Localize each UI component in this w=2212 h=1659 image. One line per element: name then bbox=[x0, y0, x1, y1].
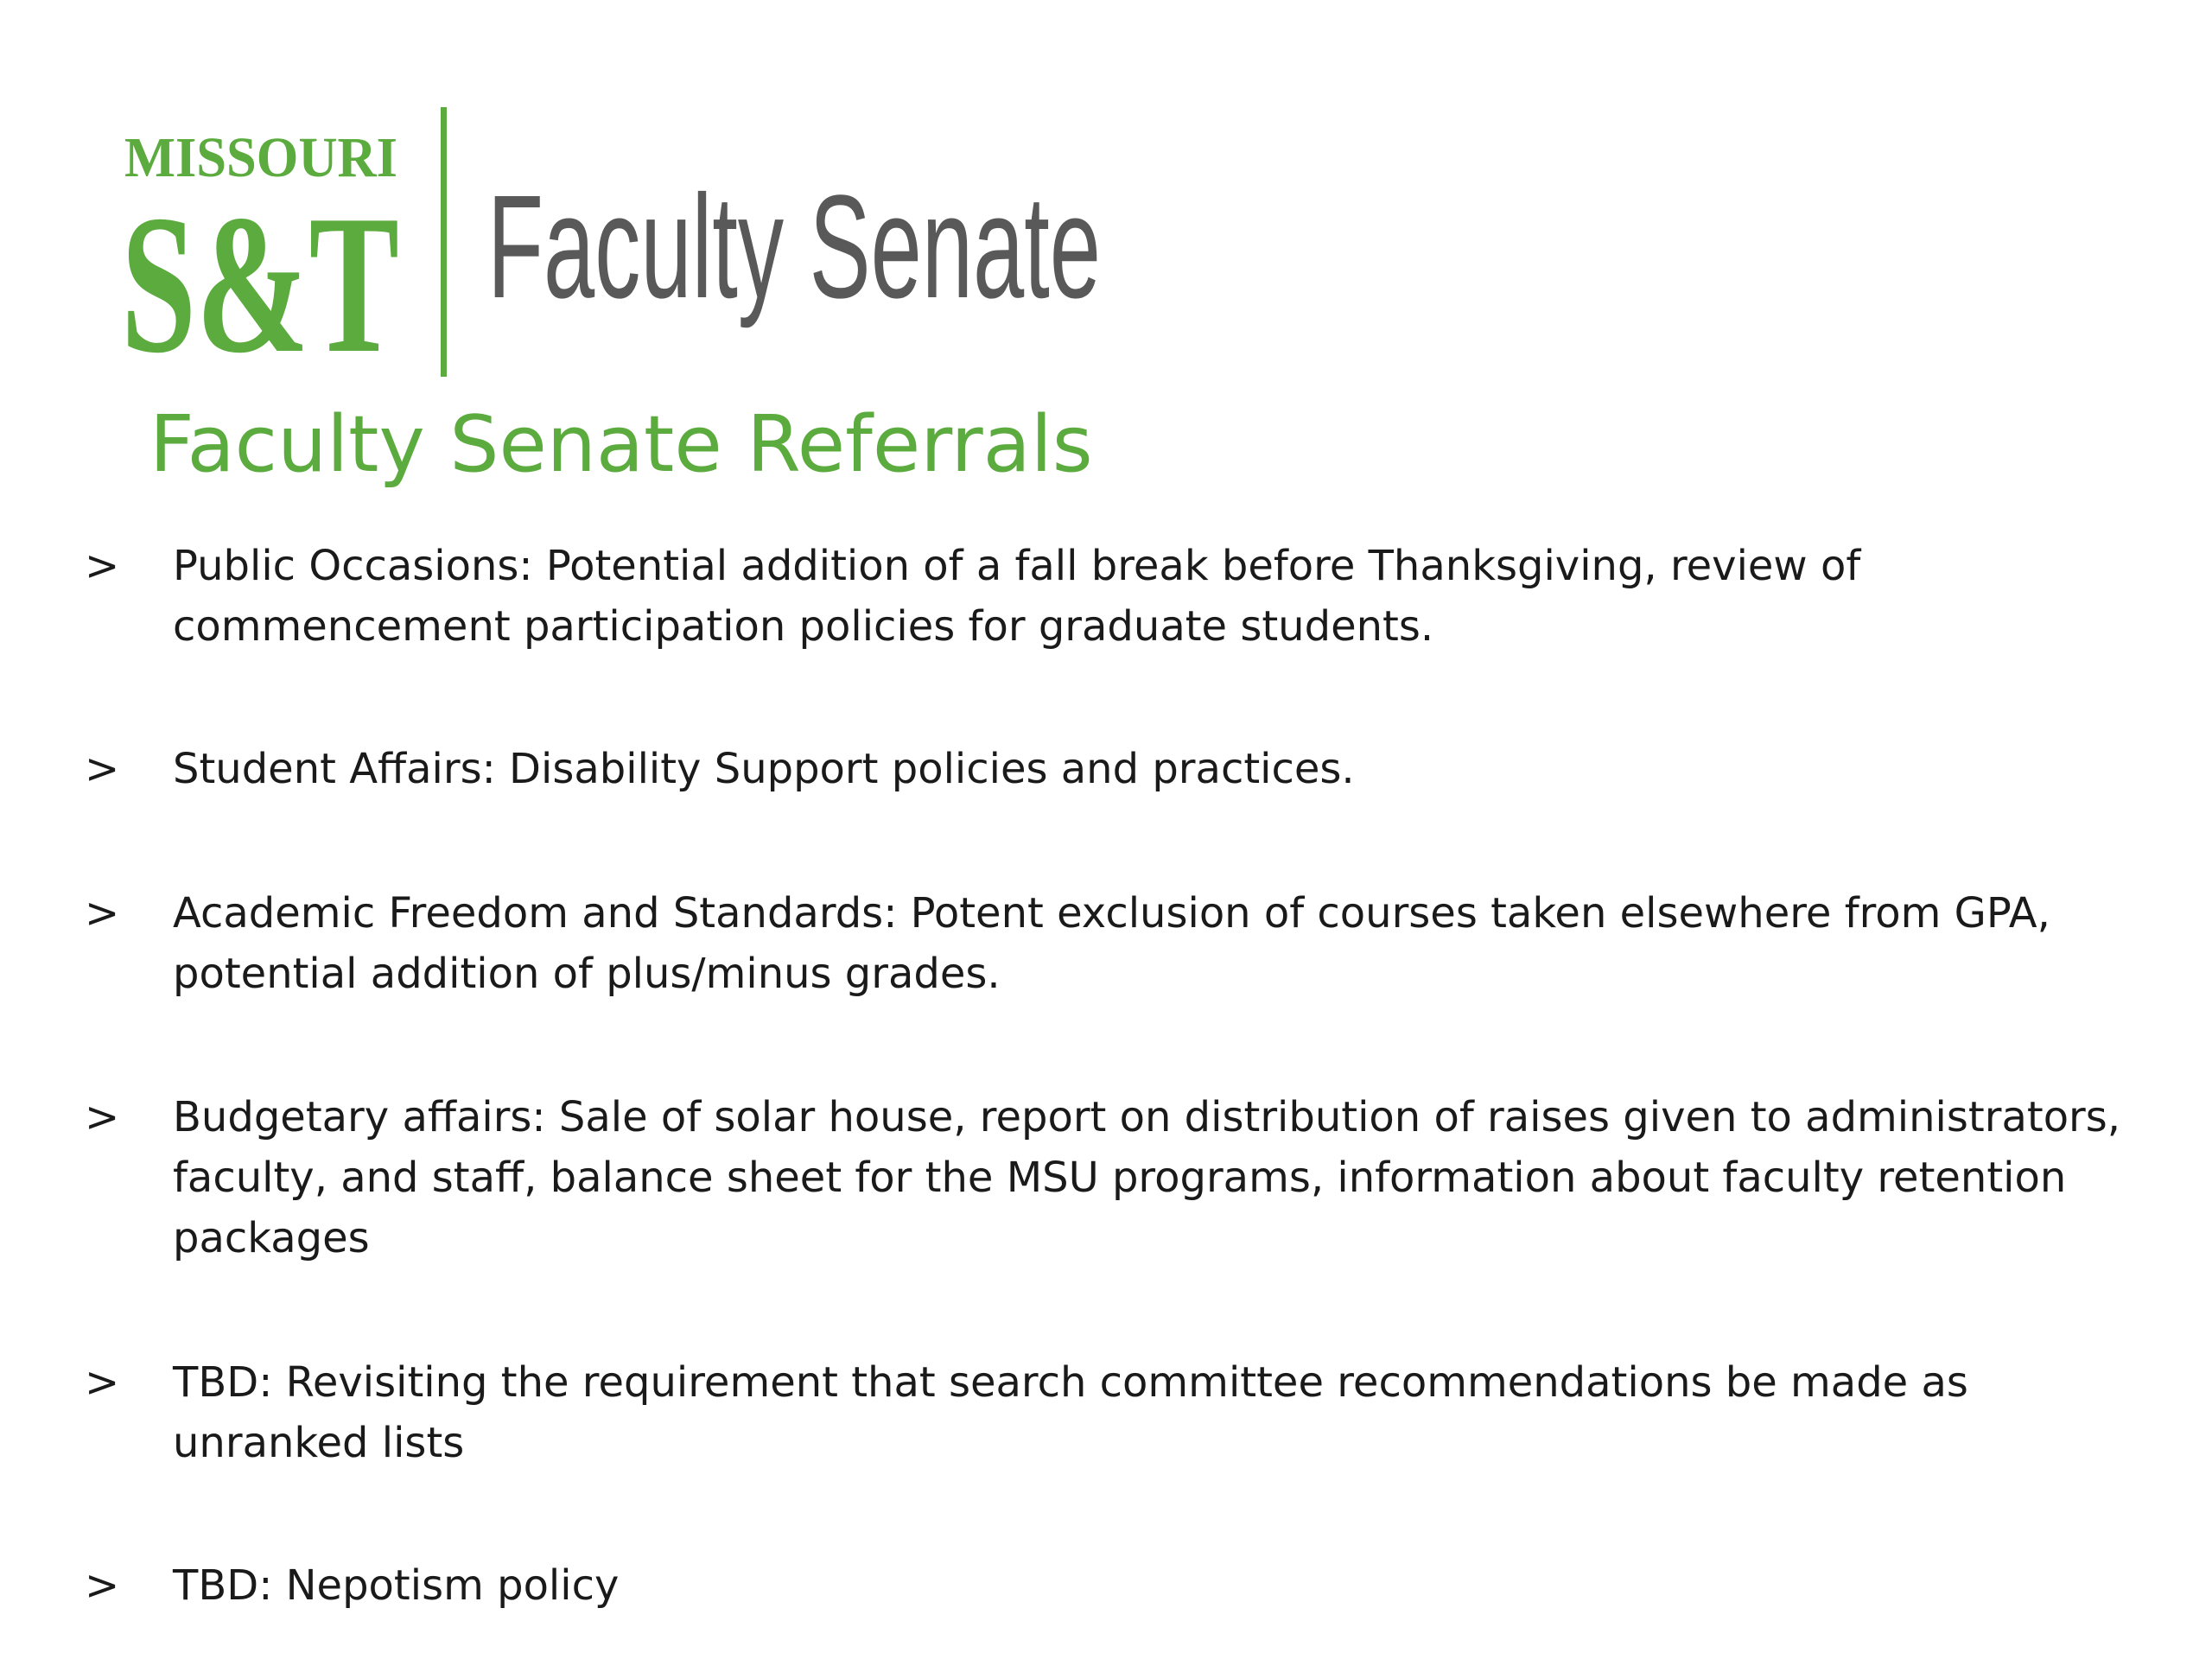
list-item bbox=[85, 536, 2158, 657]
chevron-right-icon: > bbox=[85, 1093, 120, 1141]
slide-title: Faculty Senate Referrals bbox=[149, 399, 1093, 490]
list-item bbox=[85, 739, 2158, 799]
logo-university-word: MISSOURI bbox=[124, 126, 397, 189]
list-item-text: Budgetary affairs: Sale of solar house, report on distribution of raises given to administrators, faculty, and staff, balance sheet for the MSU programs, information about faculty retention packages bbox=[173, 1093, 2121, 1262]
referral-list bbox=[85, 0, 2158, 1659]
chevron-right-icon: > bbox=[85, 1561, 120, 1610]
logo-unit-name: Faculty Senate bbox=[487, 165, 1101, 329]
chevron-right-icon: > bbox=[85, 542, 120, 590]
list-item bbox=[85, 1555, 2158, 1616]
chevron-right-icon: > bbox=[85, 1358, 120, 1407]
list-item-text: Public Occasions: Potential addition of a fall break before Thanksgiving, review of commencement participation policies for graduate students. bbox=[173, 542, 1861, 651]
list-item-text: Student Affairs: Disability Support policies and practices. bbox=[173, 745, 1355, 793]
logo-university-monogram: S&T bbox=[121, 174, 399, 394]
chevron-right-icon: > bbox=[85, 889, 120, 938]
list-item-text: TBD: Nepotism policy bbox=[173, 1561, 620, 1610]
list-item bbox=[85, 1352, 2158, 1473]
list-item bbox=[85, 1087, 2158, 1268]
list-item-text: TBD: Revisiting the requirement that search committee recommendations be made as unranked lists bbox=[173, 1358, 1968, 1467]
list-item bbox=[85, 883, 2158, 1004]
list-item-text: Academic Freedom and Standards: Potent exclusion of courses taken elsewhere from GPA, potential addition of plus/minus grades. bbox=[173, 889, 2050, 998]
chevron-right-icon: > bbox=[85, 745, 120, 793]
